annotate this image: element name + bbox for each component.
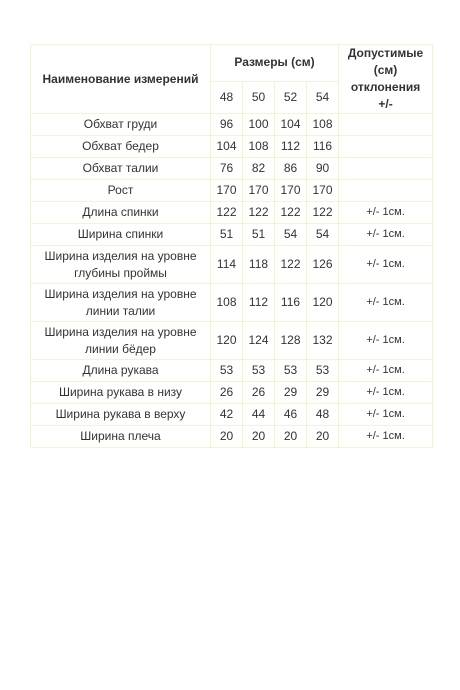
- measurement-name: Ширина изделия на уровне линии талии: [31, 284, 211, 322]
- tolerance-value: +/- 1см.: [339, 360, 433, 382]
- measurement-value: 53: [243, 360, 275, 382]
- tolerance-value: +/- 1см.: [339, 382, 433, 404]
- measurement-value: 170: [243, 180, 275, 202]
- measurement-value: 122: [275, 202, 307, 224]
- measurement-value: 120: [307, 284, 339, 322]
- measurement-value: 108: [211, 284, 243, 322]
- table-row: [31, 224, 433, 246]
- measurement-value: 112: [243, 284, 275, 322]
- tolerance-value: +/- 1см.: [339, 224, 433, 246]
- size-50-header: 50: [243, 81, 275, 113]
- measurement-value: 120: [211, 322, 243, 360]
- measurement-value: 44: [243, 404, 275, 426]
- table-row: [31, 404, 433, 426]
- measurement-value: 122: [275, 246, 307, 284]
- measurement-value: 116: [275, 284, 307, 322]
- table-row: [31, 382, 433, 404]
- table-row: [31, 202, 433, 224]
- measurement-value: 122: [243, 202, 275, 224]
- tolerance-value: [339, 114, 433, 136]
- measurement-value: 132: [307, 322, 339, 360]
- tolerance-value: +/- 1см.: [339, 246, 433, 284]
- measurement-name: Ширина изделия на уровне глубины проймы: [31, 246, 211, 284]
- measurement-value: 20: [307, 426, 339, 448]
- measurement-value: 104: [275, 114, 307, 136]
- measurement-value: 53: [307, 360, 339, 382]
- header-row: [31, 45, 433, 82]
- table-row: [31, 322, 433, 360]
- measurement-name: Длина спинки: [31, 202, 211, 224]
- measurement-value: 128: [275, 322, 307, 360]
- measurement-value: 170: [211, 180, 243, 202]
- size-chart-table: [30, 44, 433, 448]
- measurement-name: Ширина рукава в верху: [31, 404, 211, 426]
- measurement-value: 112: [275, 136, 307, 158]
- measurement-name: Ширина спинки: [31, 224, 211, 246]
- measurement-name: Ширина плеча: [31, 426, 211, 448]
- tolerance-value: +/- 1см.: [339, 202, 433, 224]
- measurement-value: 116: [307, 136, 339, 158]
- measurement-value: 53: [275, 360, 307, 382]
- measurement-name: Длина рукава: [31, 360, 211, 382]
- measurement-value: 26: [243, 382, 275, 404]
- tolerance-value: [339, 158, 433, 180]
- tolerance-value: [339, 136, 433, 158]
- measurement-name: Обхват талии: [31, 158, 211, 180]
- measurement-value: 51: [243, 224, 275, 246]
- measurement-value: 96: [211, 114, 243, 136]
- measurement-value: 104: [211, 136, 243, 158]
- measurement-value: 46: [275, 404, 307, 426]
- tolerance-value: +/- 1см.: [339, 426, 433, 448]
- measurement-name: Рост: [31, 180, 211, 202]
- size-48-header: 48: [211, 81, 243, 113]
- measurement-value: 114: [211, 246, 243, 284]
- measurement-value: 48: [307, 404, 339, 426]
- measurement-value: 20: [211, 426, 243, 448]
- measurement-value: 29: [275, 382, 307, 404]
- table-row: [31, 114, 433, 136]
- table-row: [31, 360, 433, 382]
- measurement-value: 122: [307, 202, 339, 224]
- measurement-value: 51: [211, 224, 243, 246]
- size-52-header: 52: [275, 81, 307, 113]
- measurement-value: 124: [243, 322, 275, 360]
- measurement-value: 86: [275, 158, 307, 180]
- measurement-value: 82: [243, 158, 275, 180]
- measurement-name: Обхват груди: [31, 114, 211, 136]
- measurement-name: Обхват бедер: [31, 136, 211, 158]
- measurement-value: 42: [211, 404, 243, 426]
- measurement-value: 53: [211, 360, 243, 382]
- measurement-value: 90: [307, 158, 339, 180]
- tolerance-value: +/- 1см.: [339, 284, 433, 322]
- measurement-value: 54: [275, 224, 307, 246]
- measurement-value: 26: [211, 382, 243, 404]
- table-row: [31, 284, 433, 322]
- measurement-name: Ширина рукава в низу: [31, 382, 211, 404]
- table-row: [31, 426, 433, 448]
- tolerance-header: Допустимые (см) отклонения +/-: [339, 45, 433, 114]
- measurement-value: 29: [307, 382, 339, 404]
- measurement-value: 118: [243, 246, 275, 284]
- table-row: [31, 180, 433, 202]
- table-row: [31, 158, 433, 180]
- measurement-value: 100: [243, 114, 275, 136]
- measurement-name-header: Наименование измерений: [31, 45, 211, 114]
- measurement-name: Ширина изделия на уровне линии бёдер: [31, 322, 211, 360]
- table-row: [31, 136, 433, 158]
- measurement-value: 108: [307, 114, 339, 136]
- tolerance-value: [339, 180, 433, 202]
- table-row: [31, 246, 433, 284]
- size-54-header: 54: [307, 81, 339, 113]
- tolerance-value: +/- 1см.: [339, 322, 433, 360]
- measurement-value: 126: [307, 246, 339, 284]
- measurement-value: 122: [211, 202, 243, 224]
- measurement-value: 20: [243, 426, 275, 448]
- sizes-header: Размеры (см): [211, 45, 339, 82]
- tolerance-value: +/- 1см.: [339, 404, 433, 426]
- measurement-value: 54: [307, 224, 339, 246]
- measurement-value: 20: [275, 426, 307, 448]
- measurement-value: 108: [243, 136, 275, 158]
- measurement-value: 76: [211, 158, 243, 180]
- measurement-value: 170: [275, 180, 307, 202]
- measurement-value: 170: [307, 180, 339, 202]
